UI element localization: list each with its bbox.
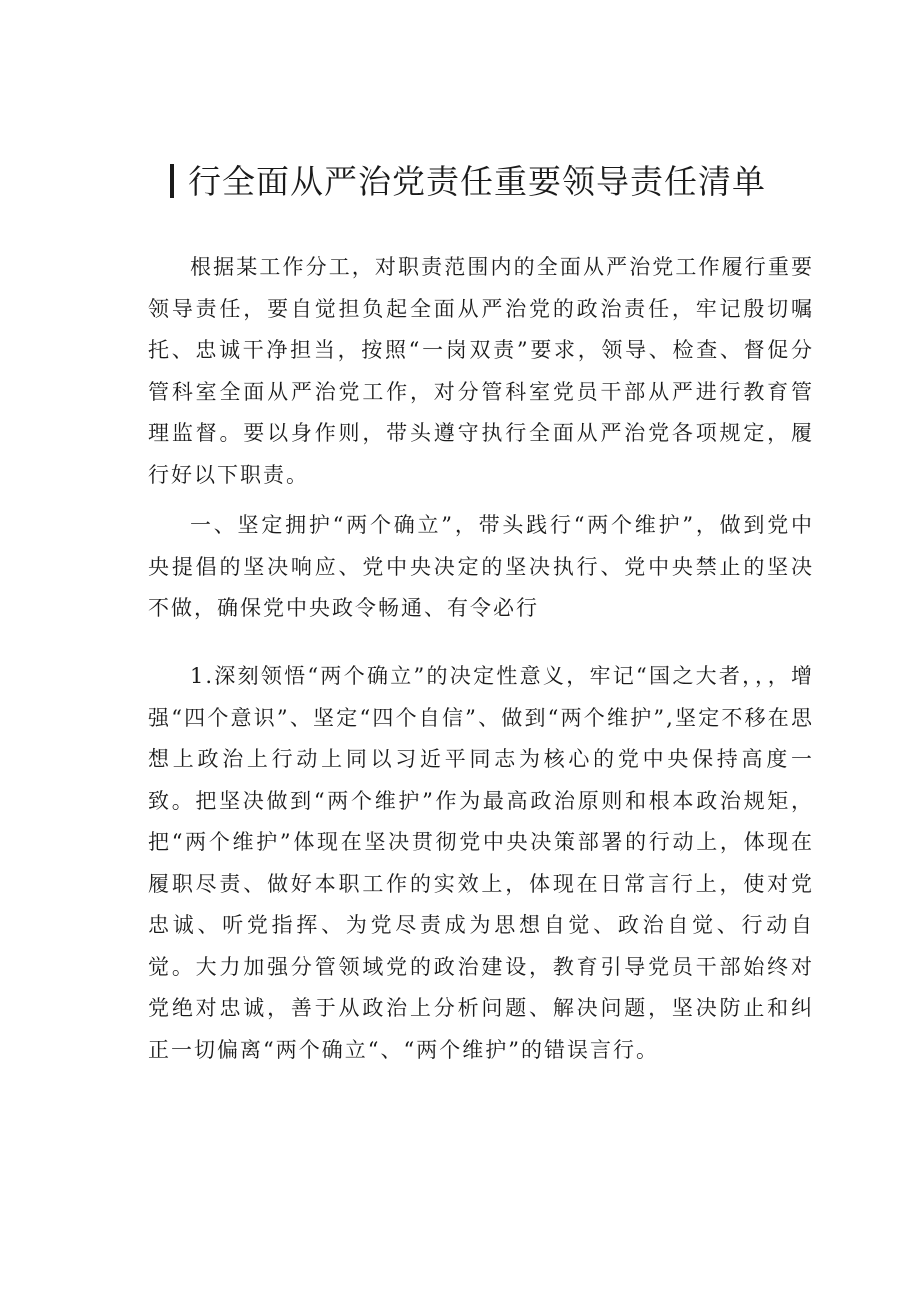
page-title: 行全面从严治党责任重要领导责任清单 — [188, 161, 766, 201]
section-heading-1: 一、坚定拥护“两个确立”，带头践行“两个维护”，做到党中央提倡的坚决响应、党中央决定的坚决执行、党中央禁止的坚决不做，确保党中央政令畅通、有令必行 — [148, 513, 814, 620]
list-item-1: 1.深刻领悟“两个确立”的决定性意义，牢记“国之大者，，，增强“四个意识”、坚定“四个自信”、做到“两个维护”,坚定不移在思想上政治上行动上同以习近平同志为核心的党中央保持高度一致。把坚决做到“两个维护”作为最高政治原则和根本政治规矩，把“两个维护”体现在坚决贯彻党中央决策部署的行动上，体现在履职尽责、做好本职工作的实效上，体现在日常言行上，使对党忠诚、听党指挥、为党尽责成为思想自觉、政治自觉、行动自觉。大力加强分管领域党的政治建设，教育引导党员干部始终对党绝对忠诚，善于从政治上分析问题、解决问题，坚决防止和纠正一切偏离“两个确立“、“两个维护”的错误言行。 — [148, 664, 814, 1062]
title-row — [170, 155, 810, 207]
intro-paragraph: 根据某工作分工，对职责范围内的全面从严治党工作履行重要领导责任，要自觉担负起全面从严治党的政治责任，牢记殷切嘱托、忠诚干净担当，按照“一岗双责”要求，领导、检查、督促分管科室全面从严治党工作，对分管科室党员干部从严进行教育管理监督。要以身作则，带头遵守执行全面从严治党各项规定，履行好以下职责。 — [148, 255, 814, 487]
title-marker-bar — [170, 164, 174, 198]
